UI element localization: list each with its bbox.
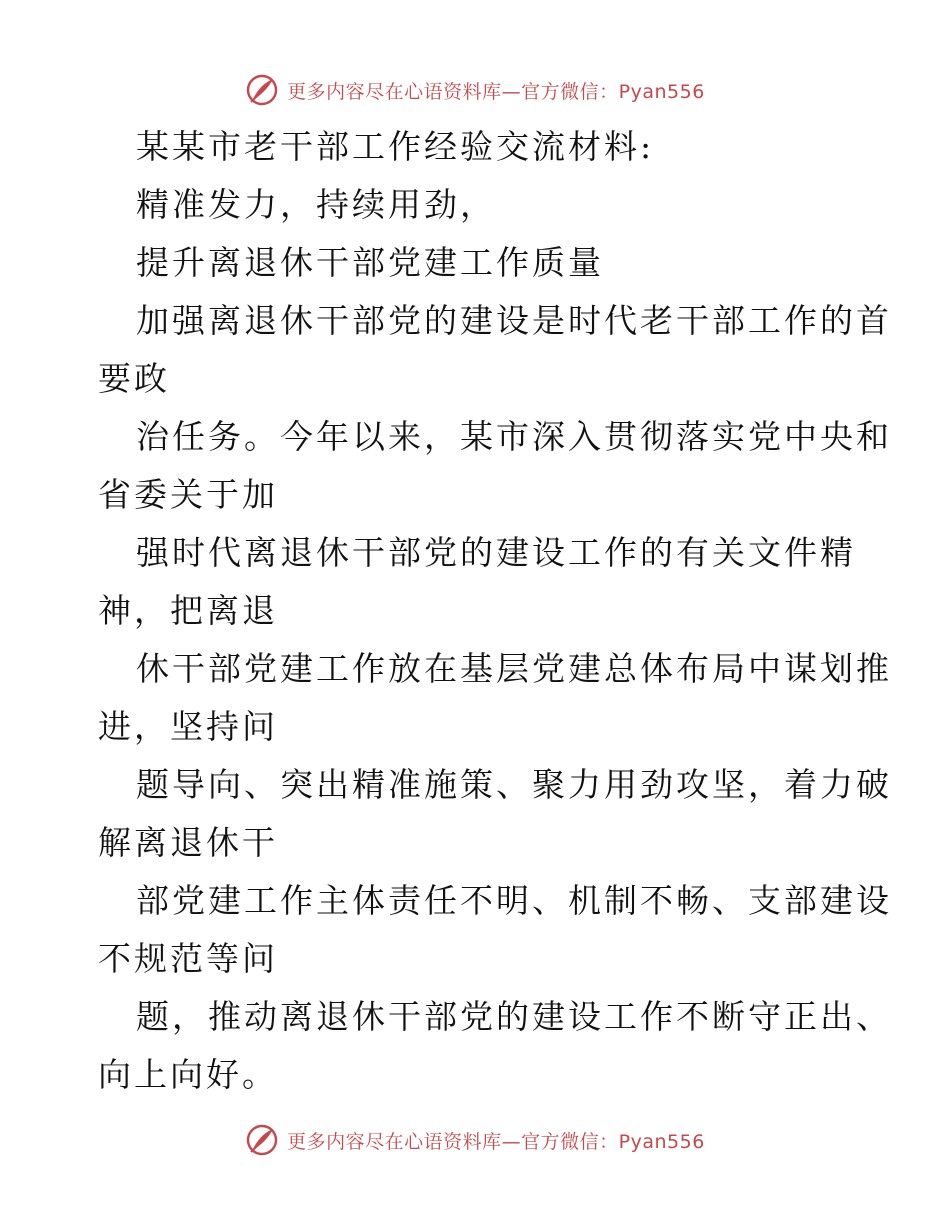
paragraph-line: 神，把离退 — [98, 591, 278, 630]
watermark-text: 更多内容尽在心语资料库—官方微信：Pyan556 — [287, 1130, 705, 1153]
paragraph-line: 要政 — [98, 359, 170, 398]
quill-pen-logo-icon — [245, 73, 279, 107]
paragraph-line: 省委关于加 — [98, 475, 278, 514]
paragraph-line: 解离退休干 — [98, 823, 278, 862]
quill-pen-logo-icon — [245, 1123, 279, 1157]
paragraph-line: 加强离退休干部党的建设是时代老干部工作的首 — [136, 301, 892, 340]
paragraph-line: 部党建工作主体责任不明、机制不畅、支部建设 — [136, 881, 892, 920]
document-body — [98, 118, 892, 1104]
paragraph-line: 治任务。今年以来，某市深入贯彻落实党中央和 — [136, 417, 892, 456]
paragraph-line: 强时代离退休干部党的建设工作的有关文件精 — [136, 533, 856, 572]
paragraph-line: 向上向好。 — [98, 1055, 278, 1094]
paragraph-line: 题，推动离退休干部党的建设工作不断守正出、 — [136, 997, 892, 1036]
doc-subtitle-line: 精准发力，持续用劲， — [136, 185, 496, 224]
paragraph-line: 不规范等问 — [98, 939, 278, 978]
doc-title-line: 某某市老干部工作经验交流材料: — [136, 127, 655, 166]
watermark-text: 更多内容尽在心语资料库—官方微信：Pyan556 — [287, 80, 705, 103]
paragraph-line: 题导向、突出精准施策、聚力用劲攻坚，着力破 — [136, 765, 892, 804]
doc-subtitle-line: 提升离退休干部党建工作质量 — [136, 243, 604, 282]
header-watermark — [0, 70, 950, 110]
footer-watermark — [0, 1120, 950, 1160]
paragraph-line: 进，坚持问 — [98, 707, 278, 746]
paragraph-line: 休干部党建工作放在基层党建总体布局中谋划推 — [136, 649, 892, 688]
